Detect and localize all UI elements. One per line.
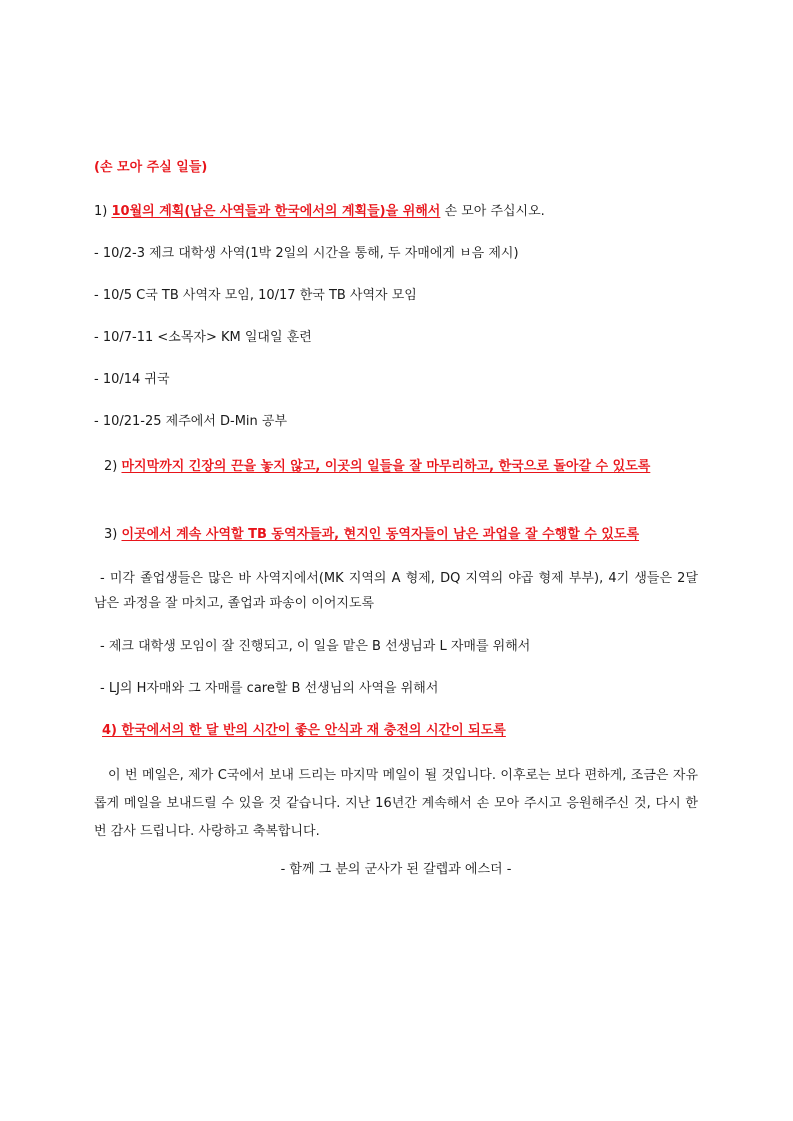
item-number: 1) (94, 204, 112, 219)
signature: - 함께 그 분의 군사가 된 갈렙과 에스더 - (280, 862, 512, 877)
prayer-item-3 (94, 524, 698, 545)
item-highlight: 10월의 계획(남은 사역들과 한국에서의 계획들)을 위해서 (111, 204, 441, 219)
prayer-item-1 (94, 201, 698, 222)
detail-line: - LJ의 H자매와 그 자매를 care할 B 선생님의 사역을 위해서 (100, 681, 439, 696)
detail-line: - 제크 대학생 모임이 잘 진행되고, 이 일을 맡은 B 선생님과 L 자매를 위해서 (100, 639, 531, 654)
schedule-line: - 10/5 C국 TB 사역자 모임, 10/17 한국 TB 사역자 모임 (94, 288, 417, 303)
prayer-item-2 (94, 454, 698, 479)
section-heading: (손 모아 주실 일들) (94, 160, 208, 175)
schedule-line: - 10/7-11 <소목자> KM 일대일 훈련 (94, 330, 312, 345)
item-number: 3) (104, 527, 122, 542)
prayer-item-4 (94, 720, 698, 741)
item-number: 2) (104, 459, 122, 474)
detail-line: - 미각 졸업생들은 많은 바 사역지에서(MK 지역의 A 형제, DQ 지역의 야곱 형제 부부), 4기 생들은 2달 남은 과정을 잘 마치고, 졸업과 파송이 이어지도록 (94, 571, 698, 611)
item-text: 손 모아 주십시오. (440, 204, 545, 219)
schedule-line: - 10/2-3 제크 대학생 사역(1박 2일의 시간을 통해, 두 자매에게 ㅂ음 제시) (94, 246, 519, 261)
schedule-line: - 10/14 귀국 (94, 372, 170, 387)
item-highlight: 4) 한국에서의 한 달 반의 시간이 좋은 안식과 재 충전의 시간이 되도록 (102, 723, 506, 738)
item-highlight: 이곳에서 계속 사역할 TB 동역자들과, 현지인 동역자들이 남은 과업을 잘 수행할 수 있도록 (121, 527, 640, 542)
item-highlight: 마지막까지 긴장의 끈을 놓지 않고, 이곳의 일들을 잘 마무리하고, 한국으로 돌아갈 수 있도록 (121, 459, 651, 474)
schedule-line: - 10/21-25 제주에서 D-Min 공부 (94, 414, 288, 429)
closing-paragraph: 이 번 메일은, 제가 C국에서 보내 드리는 마지막 메일이 될 것입니다. 이후로는 보다 편하게, 조금은 자유롭게 메일을 보내드릴 수 있을 것 같습니다. 지난 16년간 계속해서 손 모아 주시고 응원해주신 것, 다시 한번 감사 드립니다. 사랑하고 축복합니다. (94, 768, 698, 839)
